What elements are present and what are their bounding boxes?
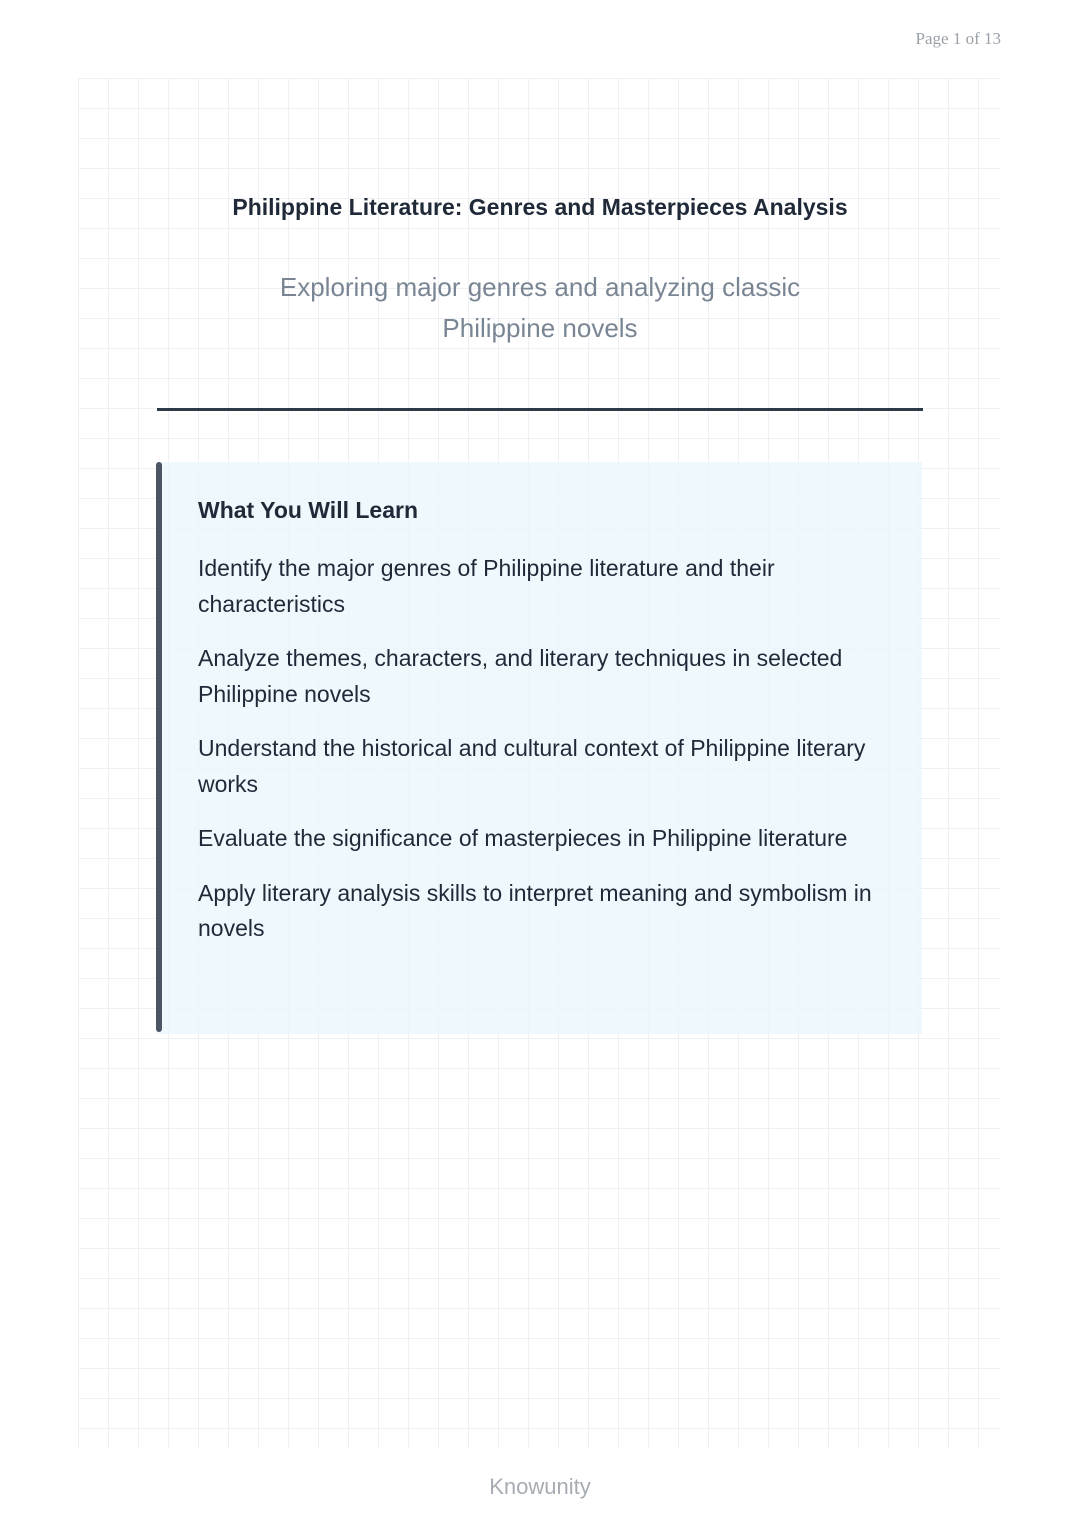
page-subtitle: Exploring major genres and analyzing classic Philippine novels	[279, 272, 801, 343]
learning-objectives-accent-bar	[156, 462, 162, 1032]
learning-objectives-heading: What You Will Learn	[198, 497, 419, 523]
learning-objective-item: Apply literary analysis skills to interpret meaning and symbolism in novels	[198, 879, 872, 941]
learning-objective-item: Analyze themes, characters, and literary techniques in selected Philippine novels	[198, 645, 843, 707]
learning-objective-item: Evaluate the significance of masterpieces in Philippine literature	[198, 825, 848, 851]
page-title: Philippine Literature: Genres and Masterpieces Analysis	[232, 194, 848, 220]
learning-objective-item: Identify the major genres of Philippine literature and their characteristics	[198, 555, 775, 617]
footer-brand: Knowunity	[489, 1474, 591, 1499]
title-divider	[157, 408, 923, 411]
learning-objectives-list	[198, 551, 878, 966]
page-counter: Page 1 of 13	[915, 29, 1001, 48]
learning-objective-item: Understand the historical and cultural context of Philippine literary works	[198, 735, 866, 797]
